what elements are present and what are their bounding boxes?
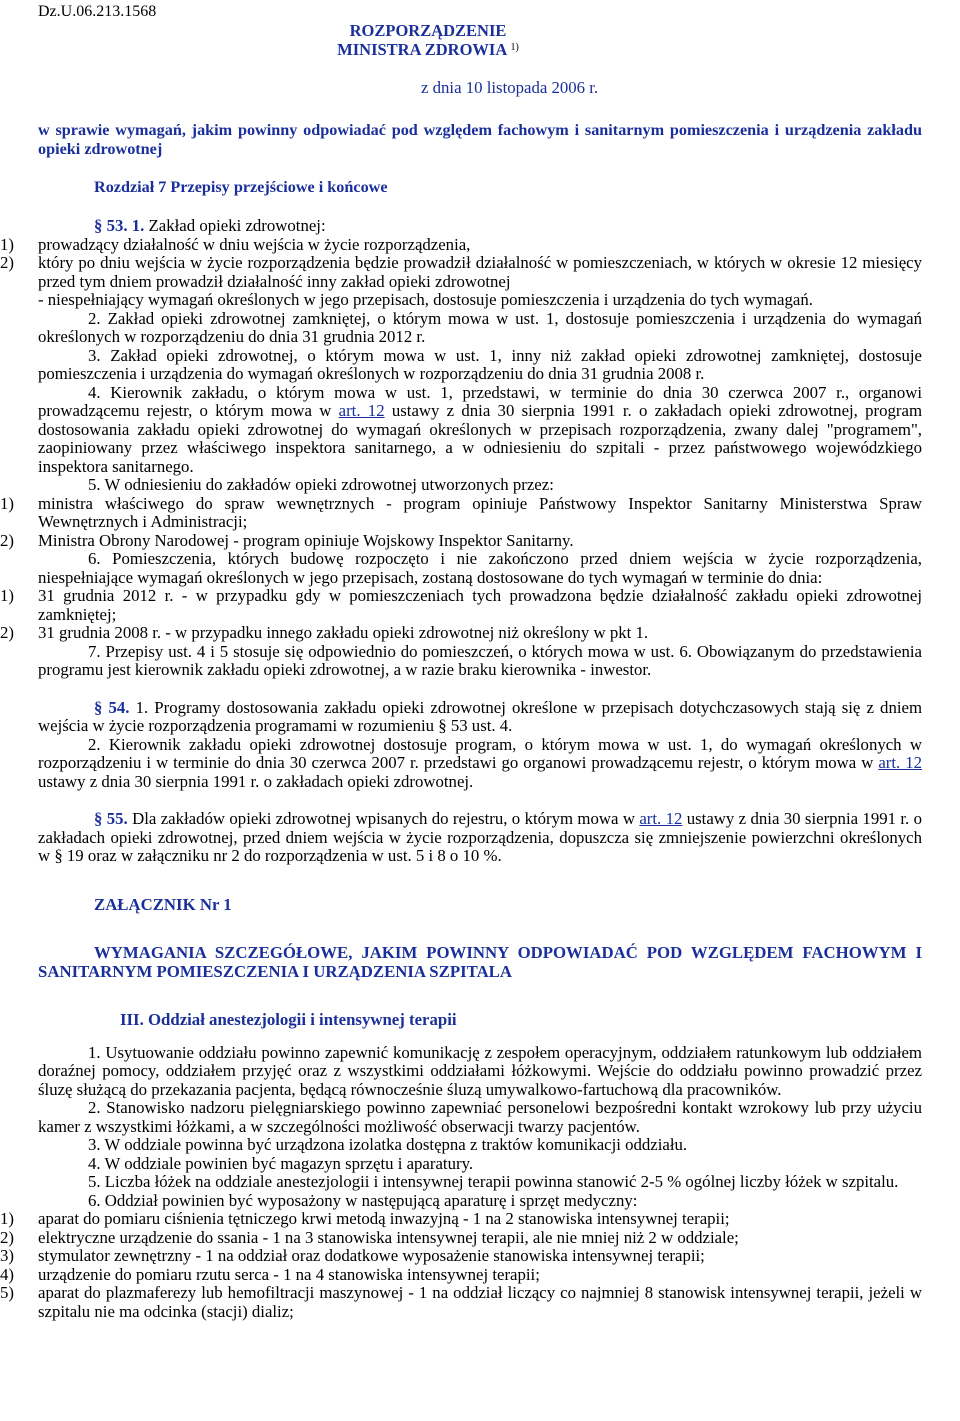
- s53-p1-closing: - niespełniający wymagań określonych w jego przepisach, dostosuje pomieszczenia i urządzenia do tych wymagań.: [38, 290, 813, 309]
- s54-p2-text-b: ustawy z dnia 30 sierpnia 1991 r. o zakładach opieki zdrowotnej.: [38, 771, 474, 791]
- equipment-item-5: [0, 1283, 922, 1321]
- spacer: [38, 1030, 922, 1044]
- s54-p1-text: 1. Programy dostosowania zakładu opieki zdrowotnej określone w przepisach dotychczasowych stają się z dniem wejścia w życie rozporządzenia programami w rozumieniu § 53 ust. 4.: [38, 697, 922, 735]
- s53-item-1-text: prowadzący działalność w dniu wejścia w życie rozporządzenia,: [38, 234, 471, 254]
- equipment-item-3-number: 3): [0, 1246, 14, 1265]
- spacer: [38, 680, 922, 699]
- title-line-1: ROZPORZĄDZENIE: [349, 21, 507, 40]
- s53-paragraph-1: [38, 217, 922, 236]
- document-body: [0, 216, 922, 1321]
- s53-p4-text-b: ustawy z dnia 30 sierpnia 1991 r. o zakładach opieki zdrowotnej, program dostosowania zakładu opieki zdrowotnej do wymagań określonych w przepisach rozporządzenia, zwany dalej "programem", zaopiniowany przez właściwego inspektora sanitarnego, a w odniesieniu do szpitali - przez państwowego wojewódzkiego inspektora sanitarnego.: [38, 401, 922, 476]
- chapter-heading: Rozdział 7 Przepisy przejściowe i końcowe: [94, 178, 388, 196]
- equipment-item-1-number: 1): [0, 1209, 14, 1228]
- s53-paragraph-2: 2. Zakład opieki zdrowotnej zamkniętej, o którym mowa w ust. 1, dostosuje pomieszczenia i urządzenia do wymagań określonych w rozporządzeniu do dnia 31 grudnia 2012 r.: [38, 308, 922, 346]
- s53-p6-item-1-number: 1): [0, 586, 14, 605]
- s53-paragraph-3: 3. Zakład opieki zdrowotnej, o którym mowa w ust. 1, inny niż zakład opieki zdrowotnej zamkniętej, dostosuje pomieszczenia i urządzenia do wymagań określonych w rozporządzeniu do dnia 31 grudnia 2008 r.: [38, 345, 922, 383]
- s53-p6-item-2: [0, 623, 922, 643]
- equipment-item-1-text: aparat do pomiaru ciśnienia tętniczego krwi metodą inwazyjną - 1 na 2 stanowiska intensywnej terapii;: [38, 1209, 730, 1228]
- equipment-item-4: [0, 1264, 922, 1285]
- s53-paragraph-4: [38, 384, 922, 477]
- document-title: [218, 21, 638, 59]
- spacer: [38, 981, 922, 1011]
- s53-p6-item-1-text: 31 grudnia 2012 r. - w przypadku gdy w pomieszczeniach tych prowadzona będzie działalność zakładu opieki zdrowotnej zamkniętej;: [38, 586, 922, 624]
- s53-p5-item-1: [0, 493, 922, 532]
- s53-item-2-text: który po dniu wejścia w życie rozporządzenia będzie prowadził działalność w pomieszczeniach, w których w okresie 12 miesięcy przed tym dniem prowadził działalność inny zakład opieki zdrowotnej: [38, 253, 922, 291]
- s53-item-1: [0, 234, 922, 255]
- equipment-item-4-text: urządzenie do pomiaru rzutu serca - 1 na 4 stanowiska intensywnej terapii;: [38, 1264, 540, 1284]
- s53-heading: § 53. 1.: [94, 216, 145, 235]
- document-subject: w sprawie wymagań, jakim powinny odpowiadać pod względem fachowym i sanitarnym pomieszczenia i urządzenia zakładu opieki zdrowotnej: [38, 121, 922, 158]
- annex-paragraph-2: 2. Stanowisko nadzoru pielęgniarskiego powinno zapewniać personelowi bezpośredni kontakt wzrokowy lub przy użyciu kamer z wszystkimi łóżkami, a w szczególności możliwość obserwacji twarzy pacjentów.: [38, 1098, 922, 1136]
- s55-heading: § 55.: [94, 809, 128, 828]
- s53-paragraph-6: 6. Pomieszczenia, których budowę rozpoczęto i nie zakończono przed dniem wejścia w życie rozporządzenia, niespełniające wymagań określonych w jego przepisach, zostaną dostosowane do tych wymagań w terminie do dnia:: [38, 549, 922, 587]
- annex-section-heading: III. Oddział anestezjologii i intensywnej terapii: [120, 1010, 457, 1029]
- annex-paragraph-3: 3. W oddziale powinna być urządzona izolatka dostępna z traktów komunikacji oddziału.: [88, 1135, 688, 1154]
- annex-requirements-heading: WYMAGANIA SZCZEGÓŁOWE, JAKIM POWINNY ODPOWIADAĆ POD WZGLĘDEM FACHOWYM I SANITARNYM POMIESZCZENIA I URZĄDZENIA SZPITALA: [38, 943, 922, 981]
- equipment-item-4-number: 4): [0, 1264, 14, 1284]
- equipment-item-3: [0, 1246, 922, 1266]
- s53-p6-item-1: [0, 586, 922, 624]
- s54-paragraph-1: [38, 699, 922, 736]
- s53-item-2: [0, 253, 922, 291]
- annex-paragraph-1: 1. Usytuowanie oddziału powinno zapewnić komunikację z zespołem operacyjnym, oddziałem ratunkowym lub oddziałem doraźnej pomocy, oddziałem przyjęć oraz z wszystkimi oddziałami łóżkowymi. Wejście do oddziału powinno prowadzić przez śluzę służącą do przekazania pacjenta, będącą równocześnie śluzą umywalkowo-fartuchową dla pracowników.: [38, 1042, 922, 1099]
- annex-paragraph-4: 4. W oddziale powinien być magazyn sprzętu i aparatury.: [88, 1153, 474, 1173]
- s55-text-a: Dla zakładów opieki zdrowotnej wpisanych do rejestru, o którym mowa w: [127, 809, 640, 828]
- s53-p5-item-2: [0, 530, 922, 551]
- s53-p4-art12-link[interactable]: art. 12: [338, 401, 385, 420]
- equipment-item-2: [0, 1227, 922, 1248]
- s53-paragraph-7: 7. Przepisy ust. 4 i 5 stosuje się odpowiednio do pomieszczeń, o których mowa w ust. 6. Obowiązanym do przedstawienia programu jest kierownik zakładu opieki zdrowotnej, a w razie braku kierownika - inwestor.: [38, 641, 922, 679]
- s53-p6-item-2-number: 2): [0, 623, 14, 642]
- document-date: z dnia 10 listopada 2006 r.: [421, 78, 599, 97]
- title-line-2-text: MINISTRA ZDROWIA: [337, 40, 507, 59]
- annex-paragraph-5: 5. Liczba łóżek na oddziale anestezjologii i intensywnej terapii powinna stanowić 2-5 % ogólnej liczby łóżek w szpitalu.: [88, 1172, 899, 1191]
- equipment-item-1: [0, 1209, 922, 1229]
- s54-p2-text-a: 2. Kierownik zakładu opieki zdrowotnej dostosuje program, o którym mowa w ust. 1, do wymagań określonych w rozporządzeniu i w terminie do dnia 30 czerwca 2007 r. przedstawi go organowi prowadzącemu rejestr, o którym mowa w: [38, 734, 922, 772]
- s53-item-1-number: 1): [0, 234, 14, 254]
- s53-paragraph-5: 5. W odniesieniu do zakładów opieki zdrowotnej utworzonych przez:: [88, 475, 554, 494]
- s53-p6-item-2-text: 31 grudnia 2008 r. - w przypadku innego zakładu opieki zdrowotnej niż określony w pkt 1.: [38, 623, 649, 642]
- equipment-item-3-text: stymulator zewnętrzny - 1 na oddział oraz dodatkowe wyposażenie stanowiska intensywnej terapii;: [38, 1246, 705, 1265]
- s53-item-2-number: 2): [0, 253, 14, 272]
- journal-reference: Dz.U.06.213.1568: [38, 3, 157, 20]
- s53-p4-text-a: 4. Kierownik zakładu, o którym mowa w ust. 1, przedstawi, w terminie do dnia 30 czerwca 2007 r., organowi prowadzącemu rejestr, o którym mowa w: [38, 382, 922, 420]
- s54-paragraph-2: [38, 736, 922, 792]
- s55-text-b: ustawy z dnia 30 sierpnia 1991 r. o zakładach opieki zdrowotnej, przed dniem wejścia w życie rozporządzenia, dopuszcza się zmniejszenie powierzchni określonych w § 19 oraz w załączniku nr 2 do rozporządzenia w ust. 5 i 8 o 10 %.: [38, 809, 922, 865]
- s53-p1-text: Zakład opieki zdrowotnej:: [148, 216, 326, 235]
- equipment-item-2-text: elektryczne urządzenie do ssania - 1 na 3 stanowiska intensywnej terapii, ale nie mniej niż 2 w oddziale;: [38, 1227, 739, 1247]
- title-footnote-marker[interactable]: 1): [510, 42, 519, 53]
- spacer: [38, 914, 922, 944]
- s54-p2-art12-link[interactable]: art. 12: [878, 753, 922, 772]
- equipment-item-2-number: 2): [0, 1227, 14, 1247]
- s55-paragraph: [38, 810, 922, 866]
- annex-paragraph-6: 6. Oddział powinien być wyposażony w następującą aparaturę i sprzęt medyczny:: [88, 1190, 638, 1210]
- spacer: [38, 866, 922, 896]
- title-line-2: [218, 40, 638, 59]
- s53-p5-item-2-number: 2): [0, 530, 14, 550]
- annex-title: ZAŁĄCZNIK Nr 1: [94, 894, 232, 914]
- s53-p5-item-1-text: ministra właściwego do spraw wewnętrznych - program opiniuje Państwowy Inspektor Sanitarny Ministerstwa Spraw Wewnętrznych i Administracji;: [38, 493, 922, 531]
- s53-p5-item-2-text: Ministra Obrony Narodowej - program opiniuje Wojskowy Inspektor Sanitarny.: [38, 530, 574, 550]
- equipment-item-5-text: aparat do plazmaferezy lub hemofiltracji maszynowej - 1 na oddział liczący co najmniej 8 stanowisk intensywnej terapii, jeżeli w szpitalu nie ma odcinka (stacji) dializ;: [38, 1283, 922, 1321]
- s53-p5-item-1-number: 1): [0, 493, 14, 513]
- s54-heading: § 54.: [94, 697, 130, 717]
- spacer: [38, 791, 922, 810]
- s55-art12-link[interactable]: art. 12: [639, 809, 683, 828]
- equipment-item-5-number: 5): [0, 1283, 14, 1302]
